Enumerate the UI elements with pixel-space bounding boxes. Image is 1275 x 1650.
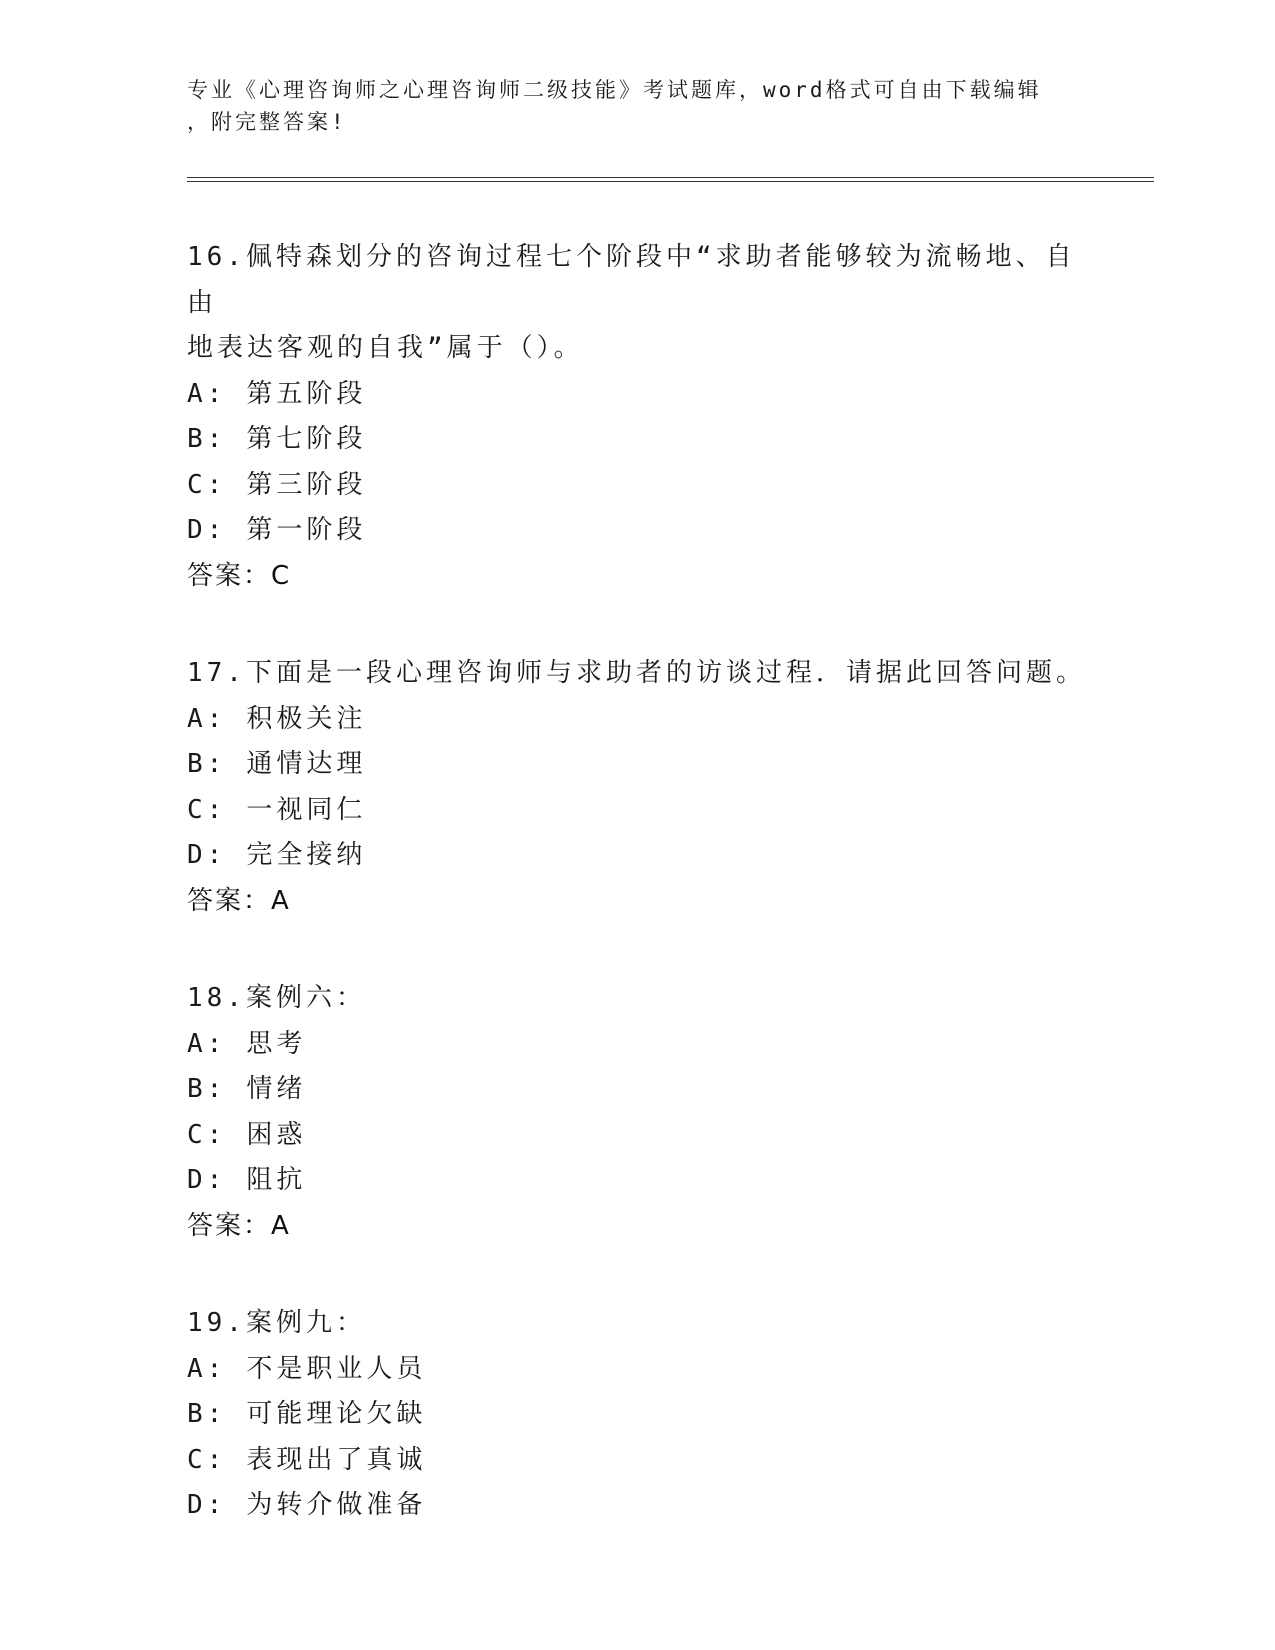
option-key: C: — [187, 1119, 227, 1150]
question-16 — [187, 235, 1117, 599]
option-c — [187, 788, 1117, 834]
option-text: 可能理论欠缺 — [246, 1399, 427, 1429]
option-key: B: — [187, 424, 227, 454]
option-key: A: — [187, 703, 227, 734]
document-header — [187, 74, 1087, 138]
answer-label: 答案：A — [187, 885, 291, 916]
option-d — [187, 1483, 1117, 1529]
question-stem: 17.下面是一段心理咨询师与求助者的访谈过程．请据此回答问题。 — [187, 658, 1086, 688]
question-18 — [187, 976, 1117, 1249]
option-key: D: — [187, 840, 227, 870]
option-text: 第七阶段 — [246, 424, 367, 454]
header-divider-bottom — [187, 181, 1154, 182]
option-d — [187, 508, 1117, 554]
option-text: 思考 — [246, 1028, 307, 1059]
option-b — [187, 1392, 1117, 1438]
option-a — [187, 697, 1117, 743]
option-a — [187, 1022, 1117, 1068]
option-d — [187, 833, 1117, 879]
question-stem-line-2: 地表达客观的自我”属于（）。 — [187, 333, 584, 363]
option-text: 表现出了真诚 — [246, 1444, 427, 1475]
option-text: 为转介做准备 — [246, 1490, 427, 1520]
question-stem: 19.案例九： — [187, 1308, 366, 1338]
option-text: 不是职业人员 — [246, 1353, 427, 1384]
option-c — [187, 463, 1117, 509]
option-b — [187, 1067, 1117, 1113]
option-a — [187, 1347, 1117, 1393]
header-line-2: ，附完整答案! — [187, 110, 347, 134]
option-key: C: — [187, 794, 227, 825]
option-key: D: — [187, 1165, 227, 1195]
option-b — [187, 742, 1117, 788]
option-key: D: — [187, 515, 227, 545]
option-key: A: — [187, 378, 227, 409]
question-stem: 18.案例六： — [187, 983, 366, 1013]
option-key: C: — [187, 1444, 227, 1475]
header-divider-top — [187, 177, 1154, 178]
option-key: B: — [187, 1399, 227, 1429]
option-key: D: — [187, 1490, 227, 1520]
option-text: 第五阶段 — [246, 378, 367, 409]
option-key: C: — [187, 469, 227, 500]
question-stem — [187, 235, 1087, 372]
option-d — [187, 1158, 1117, 1204]
option-b — [187, 417, 1117, 463]
option-key: A: — [187, 1028, 227, 1059]
option-text: 第三阶段 — [246, 469, 367, 500]
option-key: A: — [187, 1353, 227, 1384]
answer-label: 答案：A — [187, 1210, 291, 1241]
option-c — [187, 1438, 1117, 1484]
option-text: 第一阶段 — [246, 515, 367, 545]
option-a — [187, 372, 1117, 418]
option-text: 一视同仁 — [246, 794, 367, 825]
option-key: B: — [187, 749, 227, 779]
question-stem-line-1: 16.佩特森划分的咨询过程七个阶段中“求助者能够较为流畅地、自由 — [187, 242, 1076, 318]
answer-label: 答案：C — [187, 560, 292, 591]
option-text: 通情达理 — [246, 749, 367, 779]
option-key: B: — [187, 1074, 227, 1104]
question-19 — [187, 1301, 1117, 1529]
option-text: 积极关注 — [246, 703, 367, 734]
option-text: 完全接纳 — [246, 840, 367, 870]
option-text: 阻抗 — [246, 1165, 307, 1195]
question-17 — [187, 651, 1117, 924]
option-text: 情绪 — [246, 1074, 307, 1104]
option-text: 困惑 — [246, 1119, 307, 1150]
question-list — [187, 235, 1117, 1581]
header-line-1: 专业《心理咨询师之心理咨询师二级技能》考试题库，word格式可自由下载编辑 — [187, 78, 1042, 102]
option-c — [187, 1113, 1117, 1159]
